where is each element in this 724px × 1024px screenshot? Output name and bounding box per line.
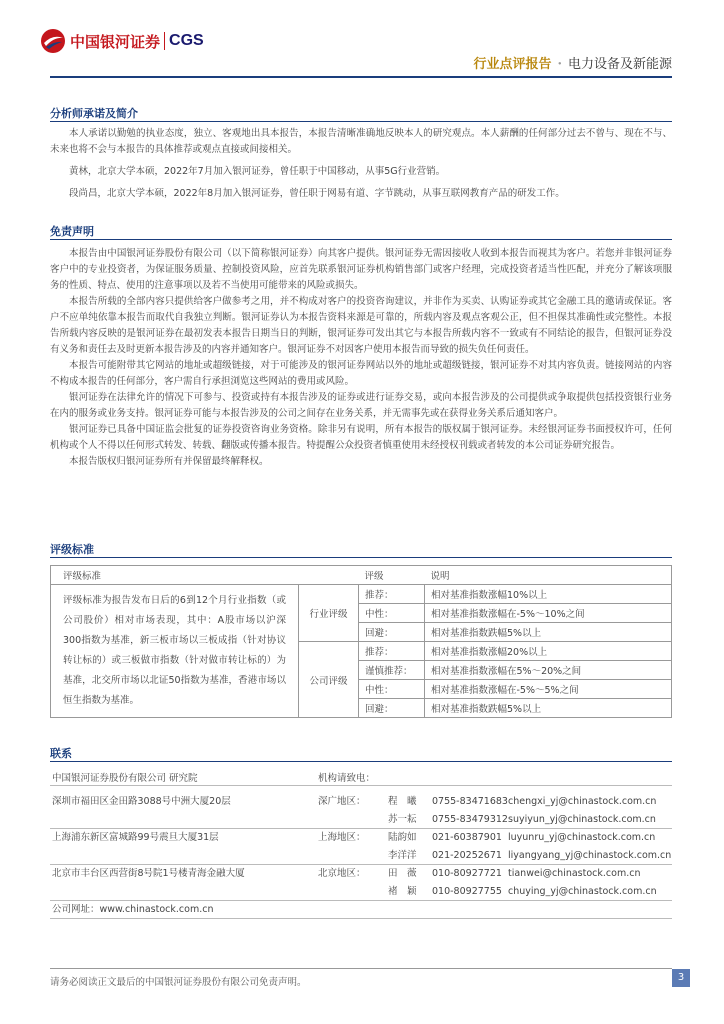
- rating-desc: 相对基准指数跌幅5%以上: [425, 623, 672, 642]
- address-beijing: 北京市丰台区西营街8号院1号楼青海金融大厦: [52, 868, 245, 879]
- contact-name: 苏一耘: [388, 814, 417, 825]
- report-type: 行业点评报告: [473, 57, 552, 72]
- logo-cn-text: 中国银河证券: [70, 32, 161, 51]
- contact-email[interactable]: chengxi_yj@chinastock.com.cn: [508, 796, 657, 807]
- rating-description: 评级标准为报告发布日后的6到12个月行业指数（或公司股价）相对市场表现，其中：A股市场以沪深300指数为基准，新三板市场以三板成指（针对协议转让标的）或三板做市指数（针对做市转让标的）为基准，北交所市场以北证50指数为基准，香港市场以恒生指数为基准。: [51, 585, 299, 718]
- header-separator: ·: [557, 57, 562, 72]
- rating-label: 回避：: [359, 699, 425, 718]
- disclaimer-section-heading: [50, 222, 672, 240]
- address-shenzhen: 深圳市福田区金田路3088号中洲大厦20层: [52, 796, 231, 807]
- disclaimer-paragraph: 银河证券已具备中国证监会批复的证券投资咨询业务资格。除非另有说明，所有本报告的版权属于银河证券。未经银河证券书面授权许可，任何机构或个人不得以任何形式转发、转载、翻版或传播本报告。特提醒公众投资者慎重使用未经授权刊载或者转发的本公司证券研究报告。: [50, 424, 672, 451]
- rating-desc: 相对基准指数涨幅在5%～20%之间: [425, 661, 672, 680]
- section-title: 免责声明: [50, 225, 94, 238]
- rating-table: [50, 565, 672, 718]
- col-header-rating: 评级: [359, 566, 425, 585]
- contact-phone: 021-60387901: [432, 832, 502, 843]
- rating-section-heading: [50, 540, 672, 558]
- footer-rule: [50, 968, 672, 969]
- rating-desc: 相对基准指数涨幅10%以上: [425, 585, 672, 604]
- disclaimer-paragraph: 本报告版权归银河证券所有并保留最终解释权。: [69, 456, 269, 467]
- disclaimer-paragraph: 银河证券在法律允许的情况下可参与、投资或持有本报告涉及的证券或进行证券交易，或向本报告涉及的公司提供或争取提供包括投资银行业务在内的服务或业务支持。银河证券可能与本报告涉及的公司之间存在业务关系，并无需事先或在获得业务关系后通知客户。: [50, 392, 672, 419]
- contact-divider: [50, 918, 672, 919]
- analyst-bio: 黄林，北京大学本硕，2022年7月加入银河证券，曾任职于中国移动，从事5G行业营销。: [69, 166, 446, 177]
- galaxy-logo-icon: [40, 28, 66, 54]
- contact-name: 褚 颖: [388, 886, 417, 897]
- rating-desc: 相对基准指数涨幅在-5%～5%之间: [425, 680, 672, 699]
- col-header-desc: 说明: [425, 566, 672, 585]
- region-label: 上海地区：: [318, 832, 366, 843]
- contact-phone: 0755-83479312: [432, 814, 508, 825]
- region-label: 深广地区：: [318, 796, 366, 807]
- contact-phone: 021-20252671: [432, 850, 502, 861]
- contact-block: [50, 768, 672, 948]
- contact-email[interactable]: chuying_yj@chinastock.com.cn: [508, 886, 657, 897]
- section-title: 分析师承诺及简介: [50, 107, 138, 120]
- disclaimer-paragraph: 本报告可能附带其它网站的地址或超级链接，对于可能涉及的银河证券网站以外的地址或超级链接，银河证券不对其内容负责。链接网站的内容不构成本报告的任何部分，客户需自行承担浏览这些网站的费用或风险。: [50, 360, 672, 387]
- table-row: [51, 585, 672, 604]
- footer-disclaimer: 请务必阅读正文最后的中国银河证券股份有限公司免责声明。: [50, 977, 307, 988]
- contact-name: 李洋洋: [388, 850, 417, 861]
- contact-name: 程 曦: [388, 796, 417, 807]
- logo-en-text: CGS: [169, 32, 204, 49]
- report-type-header: [473, 53, 672, 72]
- company-name: 中国银河证券股份有限公司 研究院: [52, 773, 198, 784]
- contact-phone: 010-80927721: [432, 868, 502, 879]
- analyst-section-body: [50, 126, 672, 202]
- contact-divider: [50, 864, 672, 865]
- address-shanghai: 上海浦东新区富城路99号震旦大厦31层: [52, 832, 219, 843]
- disclaimer-paragraph: 本报告由中国银河证券股份有限公司（以下简称银河证券）向其客户提供。银河证券无需因接收人收到本报告而视其为客户。若您并非银河证券客户中的专业投资者，为保证服务质量、控制投资风险，应首先联系银河证券机构销售部门或客户经理，完成投资者适当性匹配，并充分了解该项服务的性质、特点、使用的注意事项以及若不当使用可能带来的风险或损失。: [50, 248, 672, 291]
- contact-name: 陆韵如: [388, 832, 417, 843]
- company-logo: [40, 28, 204, 54]
- rating-label: 中性：: [359, 604, 425, 623]
- contact-phone: 010-80927755: [432, 886, 502, 897]
- col-header-blank: [299, 566, 359, 585]
- contact-email[interactable]: suyiyun_yj@chinastock.com.cn: [508, 814, 656, 825]
- contact-name: 田 薇: [388, 868, 417, 879]
- report-sector: 电力设备及新能源: [567, 57, 672, 72]
- section-title: 联系: [50, 747, 72, 760]
- logo-divider: [164, 32, 165, 50]
- contact-header-row: [50, 768, 672, 786]
- rating-label: 推荐：: [359, 642, 425, 661]
- contact-phone: 0755-83471683: [432, 796, 508, 807]
- contact-divider: [50, 900, 672, 901]
- contact-email[interactable]: tianwei@chinastock.com.cn: [508, 868, 641, 879]
- company-website[interactable]: 公司网址：www.chinastock.com.cn: [52, 904, 214, 915]
- section-title: 评级标准: [50, 543, 94, 556]
- analyst-bio: 段尚昌，北京大学本硕，2022年8月加入银河证券，曾任职于网易有道、字节跳动，从事互联网教育产品的研发工作。: [69, 188, 565, 199]
- rating-label: 推荐：: [359, 585, 425, 604]
- rating-desc: 相对基准指数涨幅20%以上: [425, 642, 672, 661]
- analyst-section-heading: [50, 104, 672, 122]
- analyst-commitment: 本人承诺以勤勉的执业态度，独立、客观地出具本报告，本报告清晰准确地反映本人的研究观点。本人薪酬的任何部分过去不曾与、现在不与、未来也将不会与本报告的具体推荐或观点直接或间接相关。: [50, 128, 672, 155]
- col-header-standard: 评级标准: [51, 566, 299, 585]
- disclaimer-section-body: [50, 246, 672, 470]
- page-number: 3: [672, 969, 690, 987]
- contact-email[interactable]: luyunru_yj@chinastock.com.cn: [508, 832, 656, 843]
- rating-label: 中性：: [359, 680, 425, 699]
- header-rule: [50, 76, 672, 78]
- region-label: 北京地区：: [318, 868, 366, 879]
- contact-divider: [50, 828, 672, 829]
- contact-section-heading: [50, 744, 672, 762]
- disclaimer-paragraph: 本报告所载的全部内容只提供给客户做参考之用，并不构成对客户的投资咨询建议，并非作为买卖、认购证券或其它金融工具的邀请或保证。客户不应单纯依靠本报告而取代自我独立判断。银河证券认为本报告资料来源是可靠的，所载内容及观点客观公正，但不担保其准确性或完整性。本报告所载内容反映的是银河证券在最初发表本报告日期当日的判断，银河证券可发出其它与本报告所载内容不一致或有不同结论的报告，但银河证券没有义务和责任去及时更新本报告涉及的内容并通知客户。银河证券不对因客户使用本报告而导致的损失负任何责任。: [50, 296, 672, 355]
- rating-label: 回避：: [359, 623, 425, 642]
- rating-label: 谨慎推荐：: [359, 661, 425, 680]
- sales-label: 机构请致电：: [318, 773, 376, 784]
- rating-desc: 相对基准指数涨幅在-5%～10%之间: [425, 604, 672, 623]
- contact-email[interactable]: liyangyang_yj@chinastock.com.cn: [508, 850, 672, 861]
- rating-table-header: [51, 566, 672, 585]
- rating-desc: 相对基准指数跌幅5%以上: [425, 699, 672, 718]
- rating-group-industry: 行业评级: [299, 585, 359, 642]
- rating-group-company: 公司评级: [299, 642, 359, 718]
